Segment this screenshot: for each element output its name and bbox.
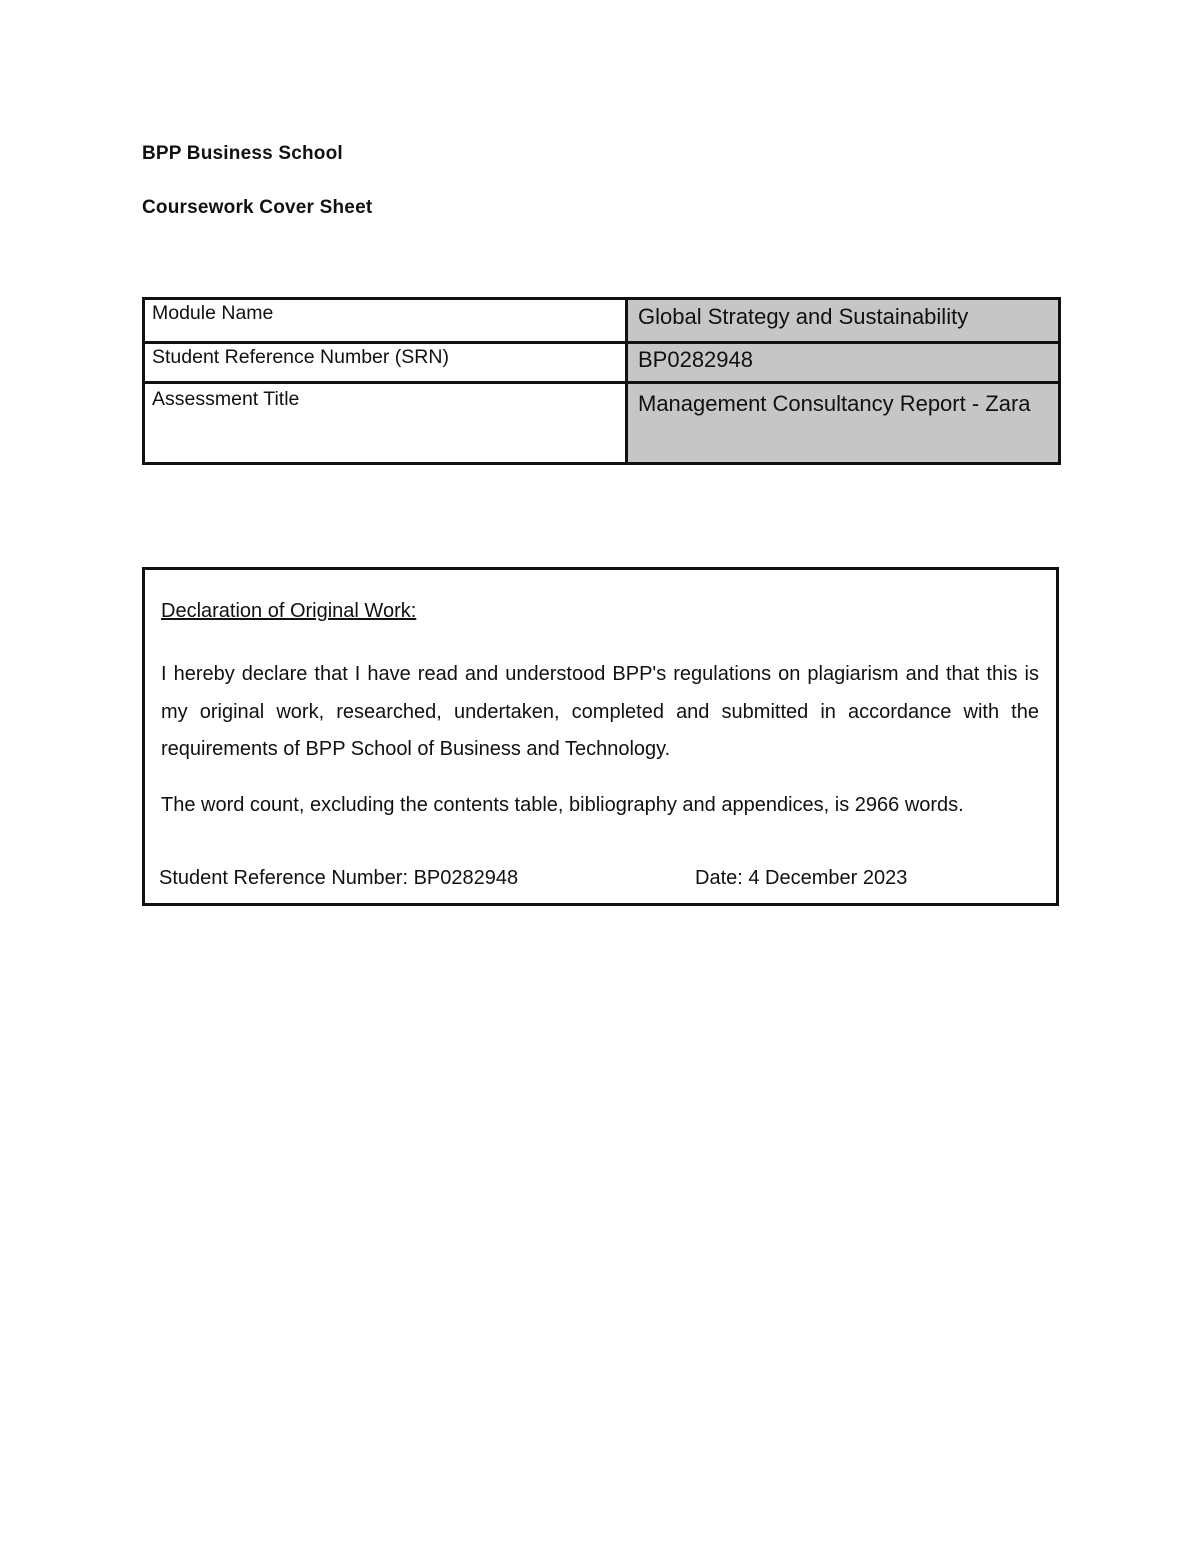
declaration-date-label: Date: — [695, 867, 743, 889]
word-count-statement: The word count, excluding the contents table, bibliography and appendices, is 2966 words. — [161, 794, 964, 816]
declaration-body: I hereby declare that I have read and understood BPP's regulations on plagiarism and that this is my original work, researched, undertaken, completed and submitted in accordance with the requirements of BPP School of Business and Technology. — [161, 663, 1039, 760]
table-row-srn — [144, 343, 1060, 383]
school-name: BPP Business School — [142, 143, 343, 164]
declaration-box — [142, 567, 1059, 906]
table-row-module-name — [144, 299, 1060, 343]
declaration-srn — [159, 867, 518, 890]
srn-label: Student Reference Number (SRN) — [144, 343, 627, 383]
assessment-title-label: Assessment Title — [144, 383, 627, 464]
assessment-title-value: Management Consultancy Report - Zara — [627, 383, 1060, 464]
coursework-info-table — [142, 297, 1061, 465]
module-name-value: Global Strategy and Sustainability — [627, 299, 1060, 343]
declaration-date-value: 4 December 2023 — [748, 867, 908, 889]
module-name-label: Module Name — [144, 299, 627, 343]
declaration-date — [695, 867, 907, 890]
table-row-assessment-title — [144, 383, 1060, 464]
srn-value: BP0282948 — [627, 343, 1060, 383]
cover-sheet-title: Coursework Cover Sheet — [142, 197, 373, 218]
declaration-heading: Declaration of Original Work: — [161, 600, 417, 622]
declaration-srn-label: Student Reference Number: — [159, 867, 409, 889]
declaration-srn-value: BP0282948 — [413, 867, 519, 889]
